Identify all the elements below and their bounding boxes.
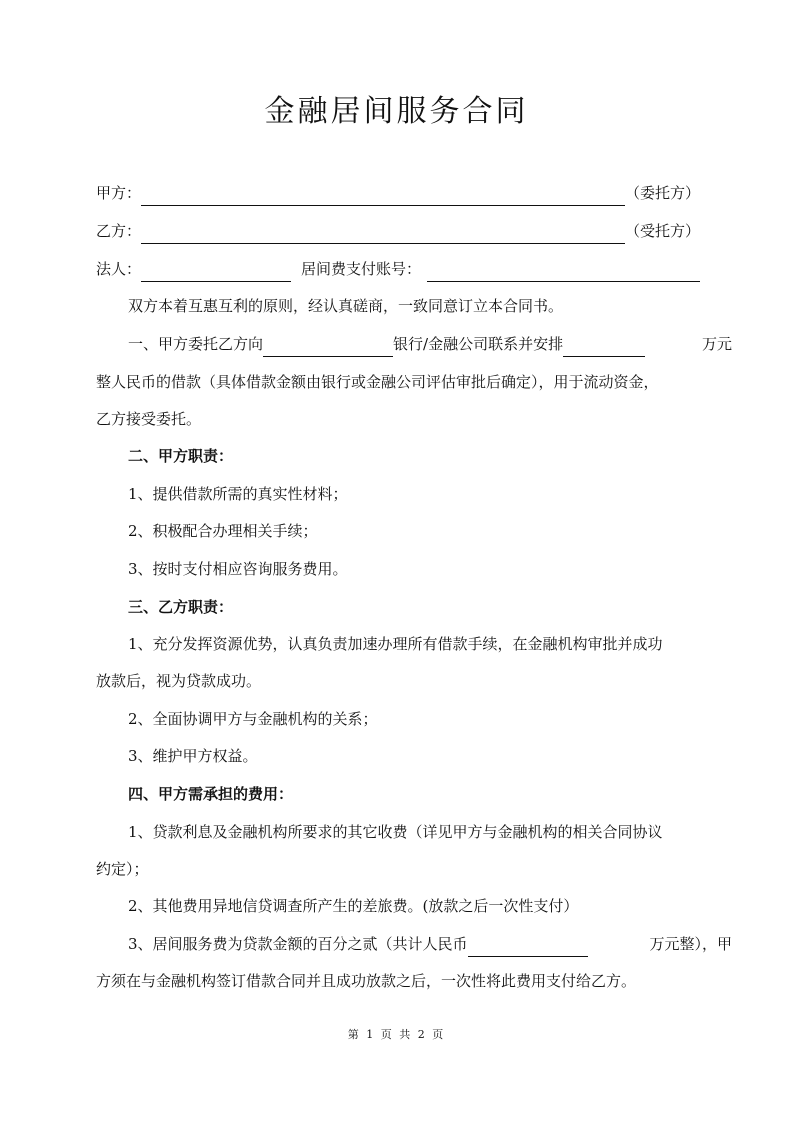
clause3-item1-line2: 放款后，视为贷款成功。 bbox=[96, 672, 262, 690]
party-a-label: 甲方： bbox=[96, 184, 142, 202]
service-fee-blank bbox=[468, 938, 588, 957]
clause4-item-2: 2、其他费用异地信贷调查所产生的差旅费。(放款之后一次性支付） bbox=[128, 897, 579, 915]
clause2-item-3: 3、按时支付相应咨询服务费用。 bbox=[128, 560, 348, 578]
loan-amount-blank bbox=[563, 338, 645, 357]
document-title: 金融居间服务合同 bbox=[264, 94, 529, 129]
party-b-label: 乙方： bbox=[96, 222, 142, 240]
clause1-part2: 银行/金融公司联系并安排 bbox=[393, 335, 564, 353]
account-blank bbox=[427, 263, 700, 282]
party-a-blank bbox=[141, 187, 625, 206]
clause3-heading: 三、乙方职责： bbox=[128, 598, 234, 616]
clause1-part1: 一、甲方委托乙方向 bbox=[128, 335, 264, 353]
party-a-suffix: （委托方） bbox=[624, 184, 700, 202]
clause3-item-2: 2、全面协调甲方与金融机构的关系； bbox=[128, 710, 378, 728]
clause2-item-1: 1、提供借款所需的真实性材料； bbox=[128, 485, 348, 503]
party-a-line bbox=[96, 180, 700, 206]
clause4-item1-line1: 1、贷款利息及金融机构所要求的其它收费（详见甲方与金融机构的相关合同协议 bbox=[128, 823, 663, 841]
clause4-item3-part1: 3、居间服务费为贷款金额的百分之贰（共计人民币 bbox=[128, 935, 468, 953]
party-b-suffix: （受托方） bbox=[624, 222, 700, 240]
clause4-heading: 四、甲方需承担的费用： bbox=[128, 785, 294, 803]
party-b-blank bbox=[141, 225, 625, 244]
clause2-heading: 二、甲方职责： bbox=[128, 447, 234, 465]
clause4-item3-line2: 方须在与金融机构签订借款合同并且成功放款之后，一次性将此费用支付给乙方。 bbox=[96, 972, 637, 990]
legal-account-line bbox=[96, 256, 700, 282]
clause3-item1-line1: 1、充分发挥资源优势，认真负责加速办理所有借款手续，在金融机构审批并成功 bbox=[128, 635, 663, 653]
clause1-line3: 乙方接受委托。 bbox=[96, 410, 202, 428]
clause2-item-2: 2、积极配合办理相关手续； bbox=[128, 522, 318, 540]
clause4-item1-line2: 约定）； bbox=[96, 860, 149, 878]
legal-rep-blank bbox=[141, 263, 291, 282]
party-b-line bbox=[96, 218, 700, 244]
legal-rep-label: 法人： bbox=[96, 260, 142, 278]
clause4-item3-line1 bbox=[96, 931, 732, 957]
clause4-item3-part2: 万元整），甲 bbox=[649, 935, 732, 953]
intro-paragraph: 双方本着互惠互利的原则，经认真磋商，一致同意订立本合同书。 bbox=[128, 297, 564, 315]
bank-name-blank bbox=[263, 338, 393, 357]
page-footer: 第 1 页 共 2 页 bbox=[347, 1028, 446, 1041]
clause1-line1 bbox=[96, 331, 732, 357]
account-label: 居间费支付账号： bbox=[301, 260, 422, 278]
clause1-part3: 万元 bbox=[701, 335, 732, 353]
clause1-line2: 整人民币的借款（具体借款金额由银行或金融公司评估审批后确定），用于流动资金， bbox=[96, 373, 659, 391]
clause3-item-3: 3、维护甲方权益。 bbox=[128, 747, 258, 765]
